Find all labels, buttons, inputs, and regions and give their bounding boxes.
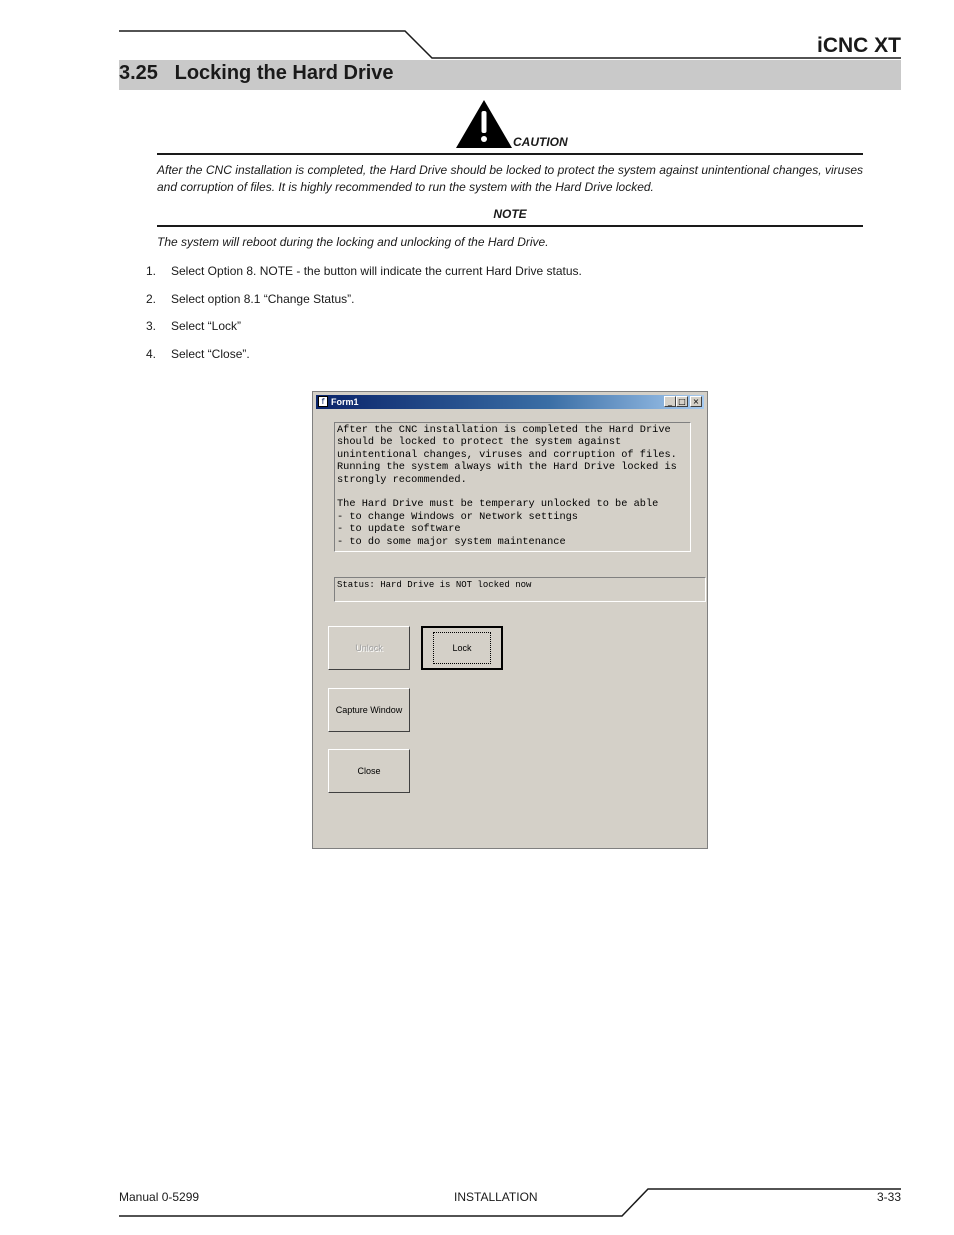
- lock-button[interactable]: Lock: [421, 626, 503, 670]
- memo-line: [337, 486, 688, 498]
- list-item: 3. Select “Lock”: [146, 319, 242, 333]
- memo-line: should be locked to protect the system against: [337, 436, 622, 449]
- app-icon: f: [318, 396, 328, 407]
- memo-line: - to change Windows or Network settings: [337, 510, 578, 523]
- window-title: Form1: [331, 397, 359, 407]
- memo-line: strongly recommended.: [337, 473, 467, 486]
- section-title: 3.25 Locking the Hard Drive: [119, 62, 394, 84]
- caution-text: After the CNC installation is completed, the Hard Drive should be locked to protect the system against unintentional changes, viruses and corruption of files. It is highly recommended to run the system with the Hard Drive locked.: [157, 163, 863, 194]
- memo-line: After the CNC installation is completed the Hard Drive: [337, 424, 671, 436]
- list-item: 1. Select Option 8. NOTE - the button will indicate the current Hard Drive status.: [146, 264, 582, 278]
- form-window: [312, 391, 708, 849]
- note-rule: [157, 225, 863, 227]
- note-text: The system will reboot during the locking and unlocking of the Hard Drive.: [157, 235, 549, 249]
- close-window-button[interactable]: ×: [690, 396, 702, 407]
- list-item: 2. Select option 8.1 “Change Status”.: [146, 292, 355, 306]
- product-name: iCNC XT: [817, 34, 901, 57]
- caution-rule: [157, 153, 863, 155]
- memo-line: Running the system always with the Hard Drive locked is: [337, 461, 677, 474]
- unlock-button[interactable]: Unlock: [328, 626, 410, 670]
- manual-number: Manual 0-5299: [119, 1190, 200, 1204]
- memo-line: unintentional changes, viruses and corruption of files.: [337, 448, 677, 461]
- status-field[interactable]: [334, 577, 706, 602]
- info-memo[interactable]: [334, 422, 691, 552]
- capture-window-button[interactable]: Capture Window: [328, 688, 410, 732]
- memo-line: - to do some major system maintenance: [337, 535, 566, 548]
- memo-line: - to update software: [337, 523, 461, 536]
- list-item: 4. Select “Close”.: [146, 347, 250, 361]
- status-text: Status: Hard Drive is NOT locked now: [337, 580, 532, 590]
- memo-line: The Hard Drive must be temperary unlocked to be able: [337, 498, 659, 511]
- page-number: 3-33: [876, 1190, 901, 1204]
- minimize-button[interactable]: _: [664, 396, 676, 407]
- caution-warning-icon: [455, 99, 513, 149]
- title-bar[interactable]: [316, 395, 704, 409]
- maximize-button[interactable]: □: [676, 396, 688, 407]
- note-label: NOTE: [493, 207, 527, 221]
- caution-label: CAUTION: [513, 135, 568, 149]
- close-button[interactable]: Close: [328, 749, 410, 793]
- chapter-name: INSTALLATION: [454, 1190, 538, 1204]
